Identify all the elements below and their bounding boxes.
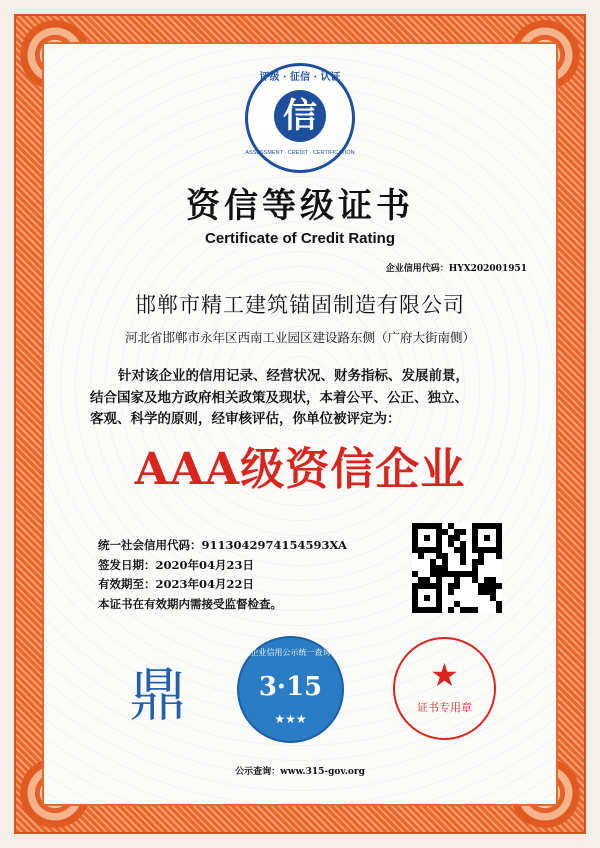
badge-315 bbox=[234, 636, 347, 743]
credit-logo bbox=[245, 63, 355, 173]
enterprise-code: 企业信用代码：HYX202001951 bbox=[385, 264, 527, 274]
credit-rating: AAA级资信企业 bbox=[134, 444, 466, 495]
paragraph-line: 结合国家及地方政府相关政策及现状，本着公平、公正、独立、 bbox=[90, 389, 468, 406]
certificate-details bbox=[98, 536, 347, 614]
badge-stars: ★★★ bbox=[274, 712, 307, 726]
logo-glyph: 信 bbox=[274, 90, 326, 142]
paragraph-line: 客观、科学的原则，经审核评估，你单位被评定为： bbox=[90, 411, 401, 427]
paragraph-line: 针对该企业的信用记录、经营状况、财务指标、发展前景， bbox=[118, 368, 469, 384]
star-icon: ★ bbox=[430, 656, 459, 694]
official-seal bbox=[393, 637, 496, 740]
certificate-title: 资信等级证书 bbox=[186, 186, 414, 226]
logo-ring-text: 评级 · 征信 · 认证 bbox=[259, 72, 341, 83]
expiry-date: 有效期至：2023年04月22日 bbox=[98, 577, 255, 591]
qr-code[interactable] bbox=[412, 523, 502, 613]
supervision-note: 本证书在有效期内需接受监督检查。 bbox=[98, 596, 282, 611]
credit-code: 统一社会信用代码：9113042974154593XA bbox=[98, 538, 347, 552]
evaluation-paragraph bbox=[90, 366, 520, 431]
qr-module bbox=[496, 607, 502, 613]
verification-website[interactable]: 公示查询：www.315-gov.org bbox=[235, 767, 365, 777]
logo-ring-en: ASSESSMENT · CREDIT · CERTIFICATION bbox=[245, 150, 355, 156]
emblem-logo: 鼎 bbox=[128, 661, 187, 729]
certificate-subtitle: Certificate of Credit Rating bbox=[204, 230, 396, 247]
issue-date: 签发日期：2020年04月23日 bbox=[98, 557, 255, 572]
company-name: 邯郸市精工建筑锚固制造有限公司 bbox=[135, 293, 465, 317]
badge-ring-text: 全国企业信用公示统一查询平台 bbox=[234, 648, 347, 657]
badge-center: 3·15 bbox=[258, 672, 323, 702]
seal-center-text: 证书专用章 bbox=[417, 701, 472, 714]
company-address: 河北省邯郸市永年区西南工业园区建设路东侧（广府大街南侧） bbox=[124, 330, 475, 345]
